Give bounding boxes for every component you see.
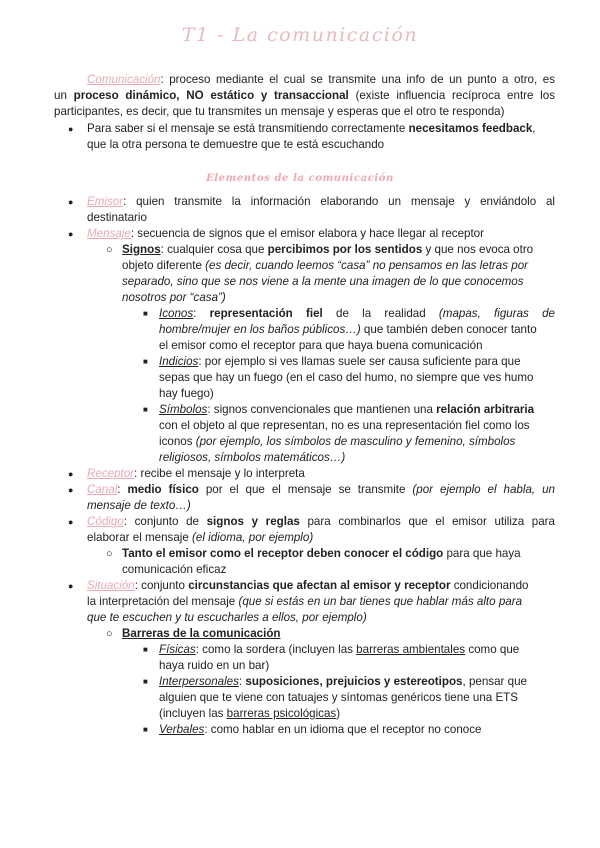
fisicas-line-1: Físicas: como la sordera (incluyen las barreras ambientales como que	[159, 643, 520, 656]
bullet-icon: ●	[68, 485, 74, 495]
indicios-line-3: hay fuego)	[159, 387, 214, 400]
signos-line-2: objeto diferente (es decir, cuando leemos “casa” no pensamos en las letras por	[122, 259, 529, 272]
emisor-line-1: Emisor: quien transmite la información elaborando un mensaje y enviándolo al	[87, 195, 555, 208]
canal-line-1: Canal: medio físico por el que el mensaje se transmite (por ejemplo el habla, un	[87, 483, 555, 496]
signos-line-4: nosotros por “casa”)	[122, 291, 226, 304]
inter-line-3: (incluyen las barreras psicológicas)	[159, 707, 341, 720]
codigo-line-2: elaborar el mensaje (el idioma, por ejemplo)	[87, 531, 314, 544]
situacion-line-3: que te escuchen y tu escucharles a ellos, por ejemplo)	[87, 611, 367, 624]
term-simbolos: Símbolos	[159, 403, 208, 416]
emisor-line-2: destinatario	[87, 211, 147, 224]
square-bullet-icon: ■	[143, 405, 148, 414]
iconos-line-2: hombre/mujer en los baños públicos…) que también deben conocer tanto	[159, 323, 537, 336]
bullet-icon: ●	[68, 197, 74, 207]
fisicas-line-2: haya ruido en un bar)	[159, 659, 270, 672]
bullet-icon: ●	[68, 469, 74, 479]
circle-bullet-icon: ○	[106, 628, 113, 640]
term-comunicacion: Comunicación	[87, 73, 161, 86]
indicios-line-2: sepas que hay un fuego (en el caso del humo, no siempre que ves humo	[159, 371, 534, 384]
bullet-icon: ●	[68, 124, 74, 134]
term-mensaje: Mensaje	[87, 227, 131, 240]
square-bullet-icon: ■	[143, 357, 148, 366]
term-interpersonales: Interpersonales	[159, 675, 239, 688]
signos-line-1: Signos: cualquier cosa que percibimos por los sentidos y que nos evoca otro	[122, 243, 534, 256]
receptor-line-1: Receptor: recibe el mensaje y lo interpreta	[87, 467, 305, 480]
intro-line-2: un proceso dinámico, NO estático y transaccional (existe influencia recíproca entre los	[54, 89, 555, 102]
bullet-icon: ●	[68, 581, 74, 591]
square-bullet-icon: ■	[143, 725, 148, 734]
mensaje-line-1: Mensaje: secuencia de signos que el emisor elabora y hace llegar al receptor	[87, 227, 484, 240]
square-bullet-icon: ■	[143, 677, 148, 686]
signos-line-3: separado, sino que se nos viene a la mente una imagen de lo que conocemos	[122, 275, 524, 288]
feedback-line-1: Para saber si el mensaje se está transmitiendo correctamente necesitamos feedback,	[87, 122, 536, 135]
simbolos-line-3: iconos (por ejemplo, los símbolos de masculino y femenino, símbolos	[159, 435, 516, 448]
canal-line-2: mensaje de texto…)	[87, 499, 191, 512]
verbales-line-1: Verbales: como hablar en un idioma que el receptor no conoce	[159, 723, 482, 736]
term-iconos: Iconos	[159, 307, 194, 320]
indicios-line-1: Indicios: por ejemplo si ves llamas suele ser causa suficiente para que	[159, 355, 521, 368]
situacion-line-1: Situación: conjunto circunstancias que afectan al emisor y receptor condicionando	[87, 579, 529, 592]
term-emisor: Emisor	[87, 195, 124, 208]
bullet-icon: ●	[68, 229, 74, 239]
codigo-sub-line-2: comunicación eficaz	[122, 563, 227, 576]
term-signos: Signos	[122, 243, 161, 256]
page-title: T1 - La comunicación	[181, 24, 419, 46]
intro-line-3: participantes, es decir, que tu transmites un mensaje y esperas que el otro te responda)	[54, 105, 505, 118]
simbolos-line-1: Símbolos: signos convencionales que mantienen una relación arbitraria	[159, 403, 535, 416]
iconos-line-3: el emisor como el receptor para que haya buena comunicación	[159, 339, 483, 352]
inter-line-2: alguien que te viene con tatuajes y síntomas genéricos tiene una ETS	[159, 691, 518, 704]
intro-line-1: Comunicación: proceso mediante el cual se transmite una info de un punto a otro, es	[87, 73, 555, 86]
term-codigo: Código	[87, 515, 124, 528]
term-receptor: Receptor	[87, 467, 135, 480]
iconos-line-1: Iconos: representación fiel de la realidad (mapas, figuras de	[159, 307, 555, 320]
term-situacion: Situación	[87, 579, 135, 592]
codigo-line-1: Código: conjunto de signos y reglas para combinarlos que el emisor utiliza para	[87, 515, 555, 528]
term-fisicas: Físicas	[159, 643, 196, 656]
square-bullet-icon: ■	[143, 309, 148, 318]
term-verbales: Verbales	[159, 723, 205, 736]
simbolos-line-4: religiosos, símbolos matemáticos…)	[159, 451, 346, 464]
inter-line-1: Interpersonales: suposiciones, prejuicios y estereotipos, pensar que	[159, 675, 527, 688]
simbolos-line-2: con el objeto al que representan, no es una representación fiel como los	[159, 419, 530, 432]
feedback-line-2: que la otra persona te demuestre que te está escuchando	[87, 138, 385, 151]
circle-bullet-icon: ○	[106, 548, 113, 560]
circle-bullet-icon: ○	[106, 244, 113, 256]
bullet-icon: ●	[68, 517, 74, 527]
situacion-line-2: la interpretación del mensaje (que si estás en un bar tienes que hablar más alto para	[87, 595, 523, 608]
term-indicios: Indicios	[159, 355, 199, 368]
barreras-title: Barreras de la comunicación	[122, 627, 281, 640]
term-canal: Canal	[87, 483, 118, 496]
square-bullet-icon: ■	[143, 645, 148, 654]
section-title: Elementos de la comunicación	[206, 173, 394, 184]
codigo-sub-line-1: Tanto el emisor como el receptor deben conocer el código para que haya	[122, 547, 521, 560]
